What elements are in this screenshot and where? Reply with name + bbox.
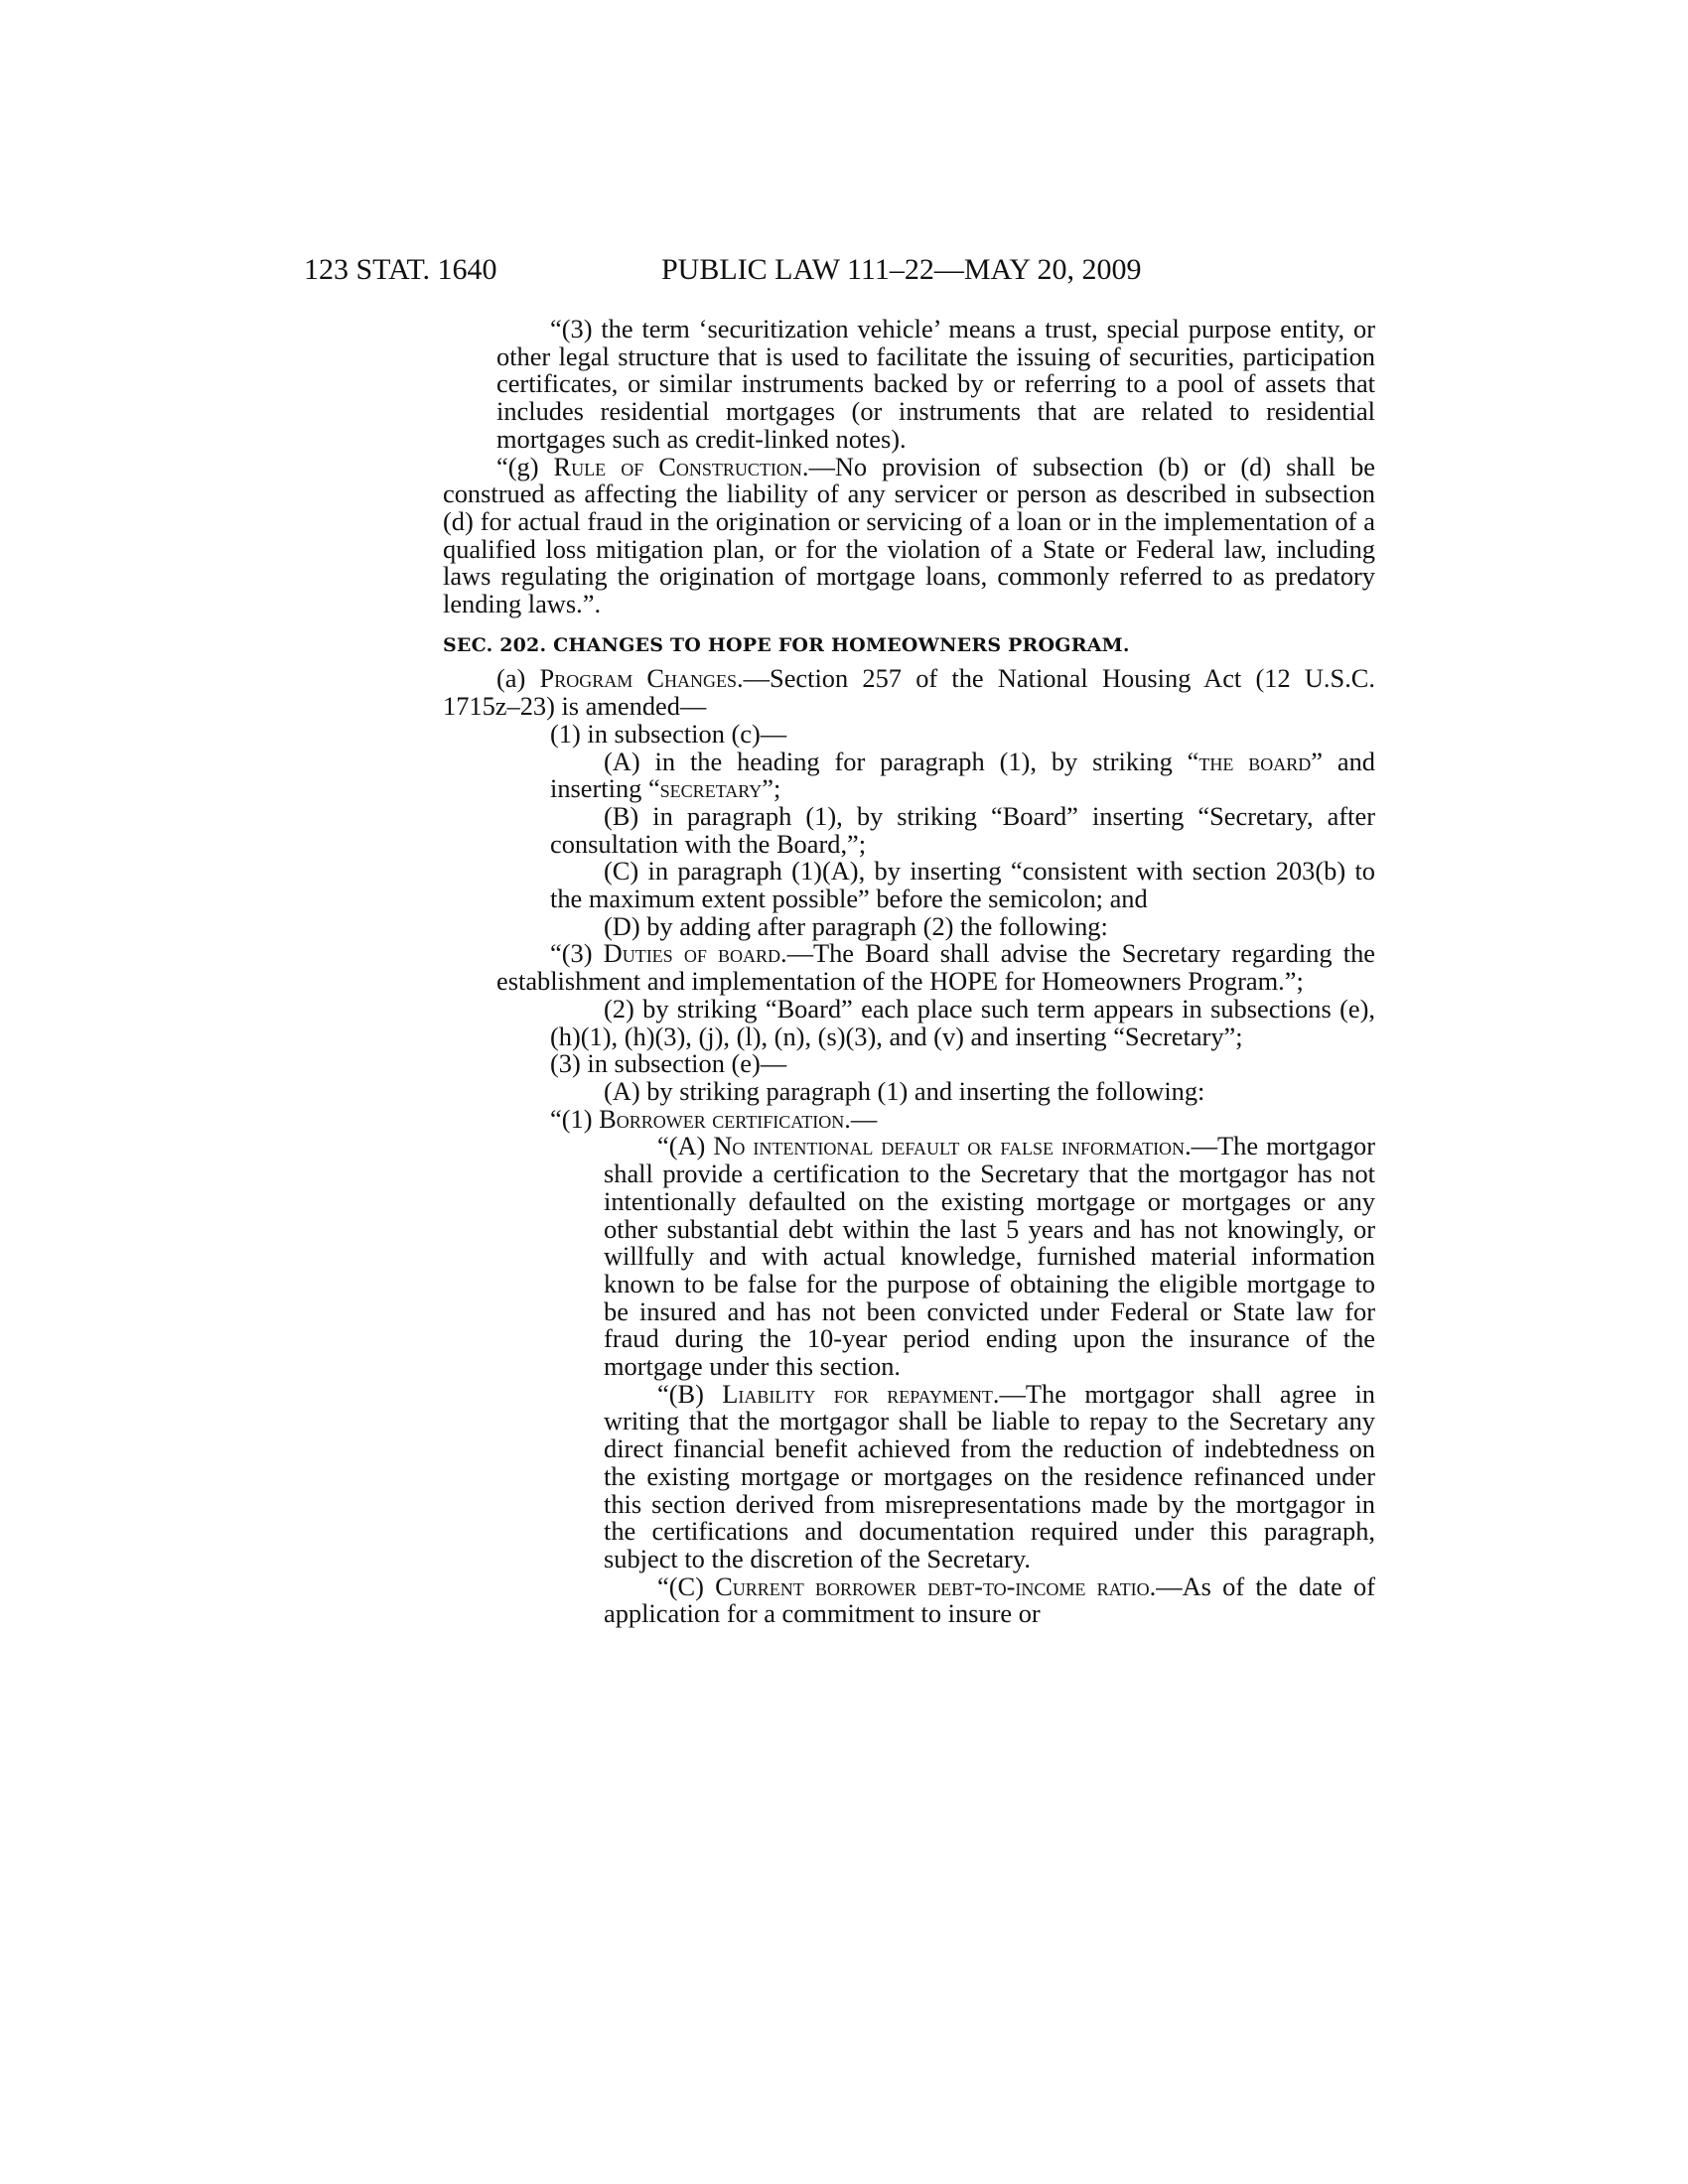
section-heading: SEC. 202. CHANGES TO HOPE FOR HOMEOWNERS PROGRAM.	[443, 633, 1130, 656]
paragraph-item-1: (1) in subsection (c)—	[550, 718, 787, 749]
body-text	[443, 314, 1376, 1629]
paragraph-securitization-vehicle: “(3) the term ‘securitization vehicle’ means a trust, special purpose entity, or other legal structure that is used to facilitate the issuing of securities, participation certificates, or similar instruments backed by or referring to a pool of assets that includes residential mortgages (or instruments that are related to residential mortgages such as credit-linked notes).	[496, 314, 1375, 454]
paragraph-program-changes: (a) Program Changes.—Section 257 of the National Housing Act (12 U.S.C. 1715z–23) is amended—	[443, 663, 1375, 722]
paragraph-item-1d: (D) by adding after paragraph (2) the following:	[604, 910, 1108, 941]
paragraph-debt-to-income: “(C) Current borrower debt-to-income ratio.—As of the date of application for a commitment to insure or	[604, 1570, 1376, 1629]
paragraph-item-3a: (A) by striking paragraph (1) and inserting the following:	[604, 1075, 1205, 1106]
paragraph-rule-of-construction: “(g) Rule of Construction.—No provision of subsection (b) or (d) shall be construed as affecting the liability of any servicer or person as described in subsection (d) for actual fraud in the origination or servicing of a loan or in the implementation of a qualified loss mitigation plan, or for the violation of a State or Federal law, including laws regulating the origination of mortgage loans, commonly referred to as predatory lending laws.”.	[443, 451, 1375, 619]
paragraph-liability-for-repayment: “(B) Liability for repayment.—The mortgagor shall agree in writing that the mortgagor shall be liable to repay to the Secretary any direct financial benefit achieved from the reduction of indebtedness on the existing mortgage or mortgages on the residence refinanced under this section derived from misrepresentations made by the mortgagor in the certifications and documentation required under this paragraph, subject to the discretion of the Secretary.	[604, 1378, 1375, 1573]
paragraph-item-1b: (B) in paragraph (1), by striking “Board” inserting “Secretary, after consultation with the Board,”;	[550, 800, 1375, 859]
running-header	[304, 250, 1297, 290]
stat-citation: 123 STAT. 1640	[304, 253, 497, 286]
paragraph-duties-of-board: “(3) Duties of board.—The Board shall advise the Secretary regarding the establishment and implementation of the HOPE for Homeowners Program.”;	[496, 938, 1375, 997]
paragraph-no-intentional-default: “(A) No intentional default or false information.—The mortgagor shall provide a certification to the Secretary that the mortgagor has not intentionally defaulted on the existing mortgage or mortgages or any other substantial debt within the last 5 years and has not knowingly, or willfully and with actual knowledge, furnished material information known to be false for the purpose of obtaining the eligible mortgage to be insured and has not been convicted under Federal or State law for fraud during the 10-year period ending upon the insurance of the mortgage under this section.	[604, 1131, 1376, 1382]
paragraph-item-2: (2) by striking “Board” each place such term appears in subsections (e), (h)(1), (h)(3), (j), (l), (n), (s)(3), and (v) and inserting “Secretary”;	[550, 993, 1375, 1051]
paragraph-item-1c: (C) in paragraph (1)(A), by inserting “consistent with section 203(b) to the maximum extent possible” before the semicolon; and	[550, 856, 1375, 914]
paragraph-item-1a: (A) in the heading for paragraph (1), by striking “the board” and inserting “secretary”;	[550, 746, 1375, 804]
law-title: PUBLIC LAW 111–22—MAY 20, 2009	[661, 253, 1142, 286]
paragraph-borrower-certification: “(1) Borrower certification.—	[550, 1103, 878, 1134]
paragraph-item-3: (3) in subsection (e)—	[550, 1048, 787, 1079]
